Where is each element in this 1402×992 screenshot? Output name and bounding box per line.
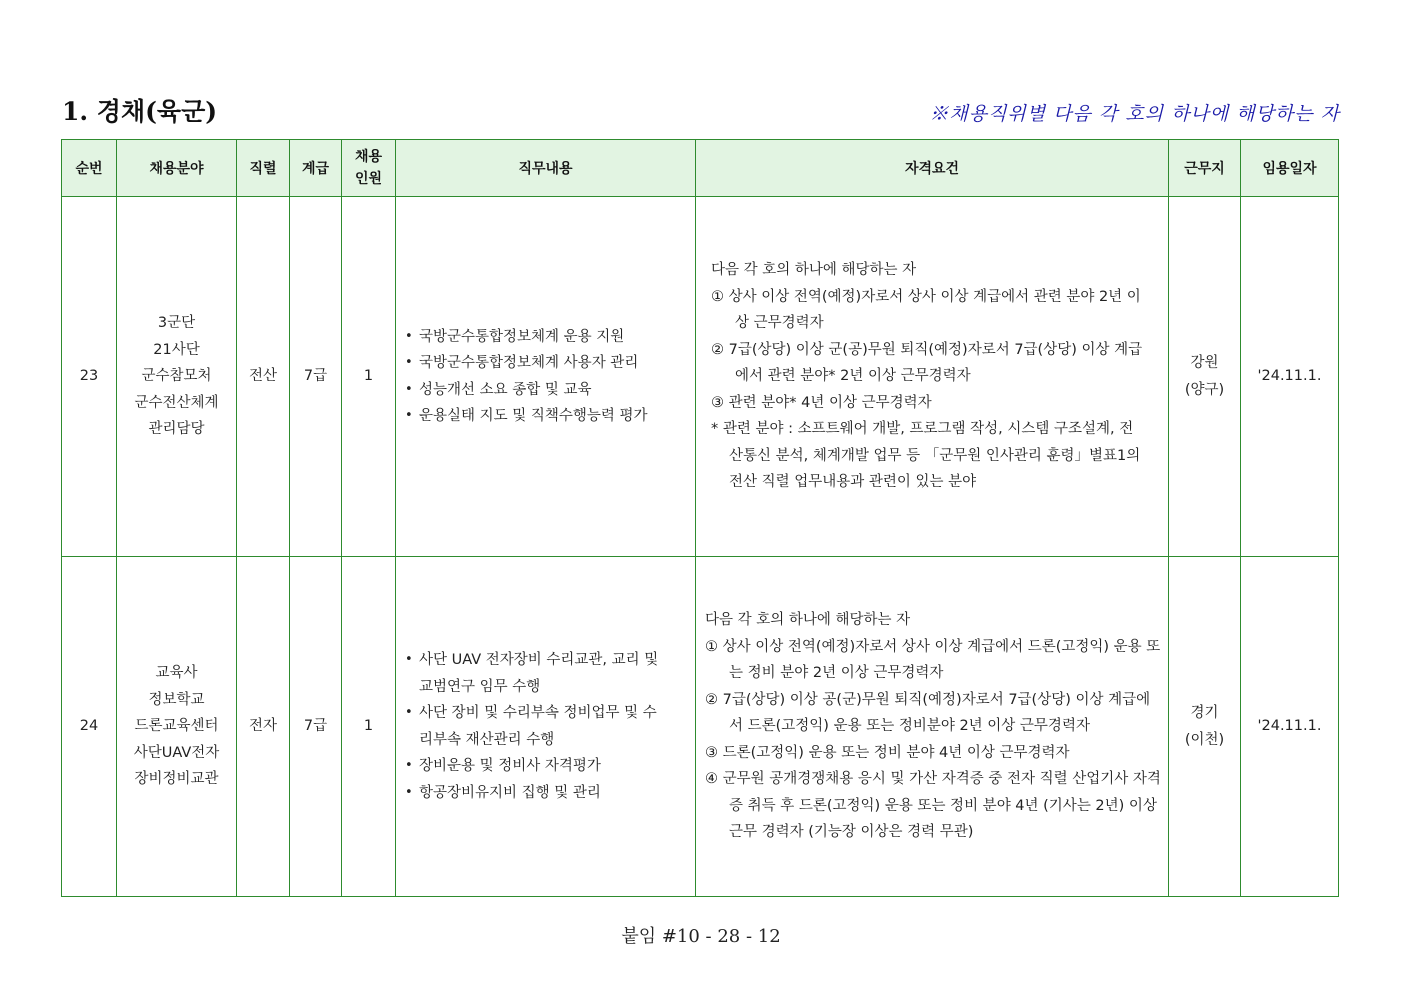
table-row (62, 197, 1339, 557)
qual-item: ① 상사 이상 전역(예정)자로서 상사 이상 계급에서 관련 분야 2년 이상 근무경력자 (711, 288, 1141, 332)
duty-item: • 국방군수통합정보체계 사용자 관리 (405, 350, 688, 377)
field-line: 군수전산체계 (134, 394, 219, 411)
location-line: 경기 (1190, 705, 1219, 721)
field-line: 장비정비교관 (134, 771, 219, 788)
cell-headcount: 1 (342, 197, 396, 557)
cell-duties (396, 197, 696, 557)
duty-item: • 장비운용 및 정비사 자격평가 (405, 753, 664, 780)
qual-intro: 다음 각 호의 하나에 해당하는 자 (705, 612, 911, 629)
recruitment-table (61, 139, 1339, 897)
cell-series: 전자 (237, 557, 290, 897)
header-headcount-line1: 채용 (354, 149, 383, 165)
duty-item: • 국방군수통합정보체계 운용 지원 (405, 324, 688, 351)
table-row (62, 557, 1339, 897)
duty-item: • 사단 장비 및 수리부속 정비업무 및 수리부속 재산관리 수행 (405, 700, 664, 753)
cell-duties (396, 557, 696, 897)
header-headcount (342, 140, 396, 197)
header-series: 직렬 (237, 140, 290, 197)
cell-appointment: '24.11.1. (1241, 557, 1339, 897)
field-line: 교육사 (155, 665, 198, 682)
header-qualifications: 자격요건 (696, 140, 1169, 197)
qual-item: ③ 드론(고정익) 운용 또는 정비 분야 4년 이상 근무경력자 (705, 744, 1070, 761)
header-field: 채용분야 (117, 140, 237, 197)
header-location: 근무지 (1169, 140, 1241, 197)
field-line: 드론교육센터 (134, 718, 219, 735)
eligibility-note: ※채용직위별 다음 각 호의 하나에 해당하는 자 (929, 103, 1340, 125)
page-footer: 붙임 #10 - 28 - 12 (621, 926, 781, 947)
qual-intro: 다음 각 호의 하나에 해당하는 자 (711, 262, 917, 279)
location-line: (양구) (1184, 381, 1225, 398)
cell-headcount: 1 (342, 557, 396, 897)
cell-location (1169, 557, 1241, 897)
qual-item: ④ 군무원 공개경쟁채용 응시 및 가산 자격증 중 전자 직렬 산업기사 자격증 취득 후 드론(고정익) 운용 또는 정비 분야 4년 (기사는 2년) 이상 근무 경력자 (기능장 이상은 경력 무관) (705, 771, 1161, 841)
cell-grade: 7급 (290, 557, 342, 897)
field-line: 21사단 (153, 341, 200, 358)
table-header-row (62, 140, 1339, 197)
section-title: 1. 경채(육군) (62, 97, 218, 126)
cell-location (1169, 197, 1241, 557)
cell-no: 23 (62, 197, 117, 557)
duty-item: • 사단 UAV 전자장비 수리교관, 교리 및 교범연구 임무 수행 (405, 647, 664, 700)
cell-qualifications (696, 197, 1169, 557)
field-line: 3군단 (157, 315, 196, 332)
cell-appointment: '24.11.1. (1241, 197, 1339, 557)
duty-item: • 성능개선 소요 종합 및 교육 (405, 377, 688, 404)
cell-grade: 7급 (290, 197, 342, 557)
location-line: 강원 (1190, 355, 1219, 371)
field-line: 정보학교 (148, 691, 205, 708)
header-grade: 계급 (290, 140, 342, 197)
cell-field (117, 197, 237, 557)
field-line: 관리담당 (148, 421, 205, 438)
cell-field (117, 557, 237, 897)
cell-series: 전산 (237, 197, 290, 557)
field-line: 군수참모처 (141, 368, 212, 385)
header-no: 순번 (62, 140, 117, 197)
header-headcount-line2: 인원 (354, 171, 383, 187)
duty-item: • 운용실태 지도 및 직책수행능력 평가 (405, 403, 688, 430)
field-line: 사단UAV전자 (133, 744, 220, 761)
cell-qualifications (696, 557, 1169, 897)
qual-item: ③ 관련 분야* 4년 이상 근무경력자 (711, 394, 932, 411)
cell-no: 24 (62, 557, 117, 897)
qual-note: * 관련 분야 : 소프트웨어 개발, 프로그램 작성, 시스템 구조설계, 전산통신 분석, 체계개발 업무 등 「군무원 인사관리 훈령」별표1의 전산 직렬 업무내용과 관련이 있는 분야 (711, 421, 1141, 491)
header-duties: 직무내용 (396, 140, 696, 197)
header-appointment: 임용일자 (1241, 140, 1339, 197)
location-line: (이천) (1184, 731, 1225, 748)
duty-item: • 항공장비유지비 집행 및 관리 (405, 780, 664, 807)
qual-item: ② 7급(상당) 이상 공(군)무원 퇴직(예정)자로서 7급(상당) 이상 계급에서 드론(고정익) 운용 또는 정비분야 2년 이상 근무경력자 (705, 691, 1151, 735)
qual-item: ② 7급(상당) 이상 군(공)무원 퇴직(예정)자로서 7급(상당) 이상 계급에서 관련 분야* 2년 이상 근무경력자 (711, 341, 1143, 385)
qual-item: ① 상사 이상 전역(예정)자로서 상사 이상 계급에서 드론(고정익) 운용 또는 정비 분야 2년 이상 근무경력자 (705, 638, 1161, 682)
